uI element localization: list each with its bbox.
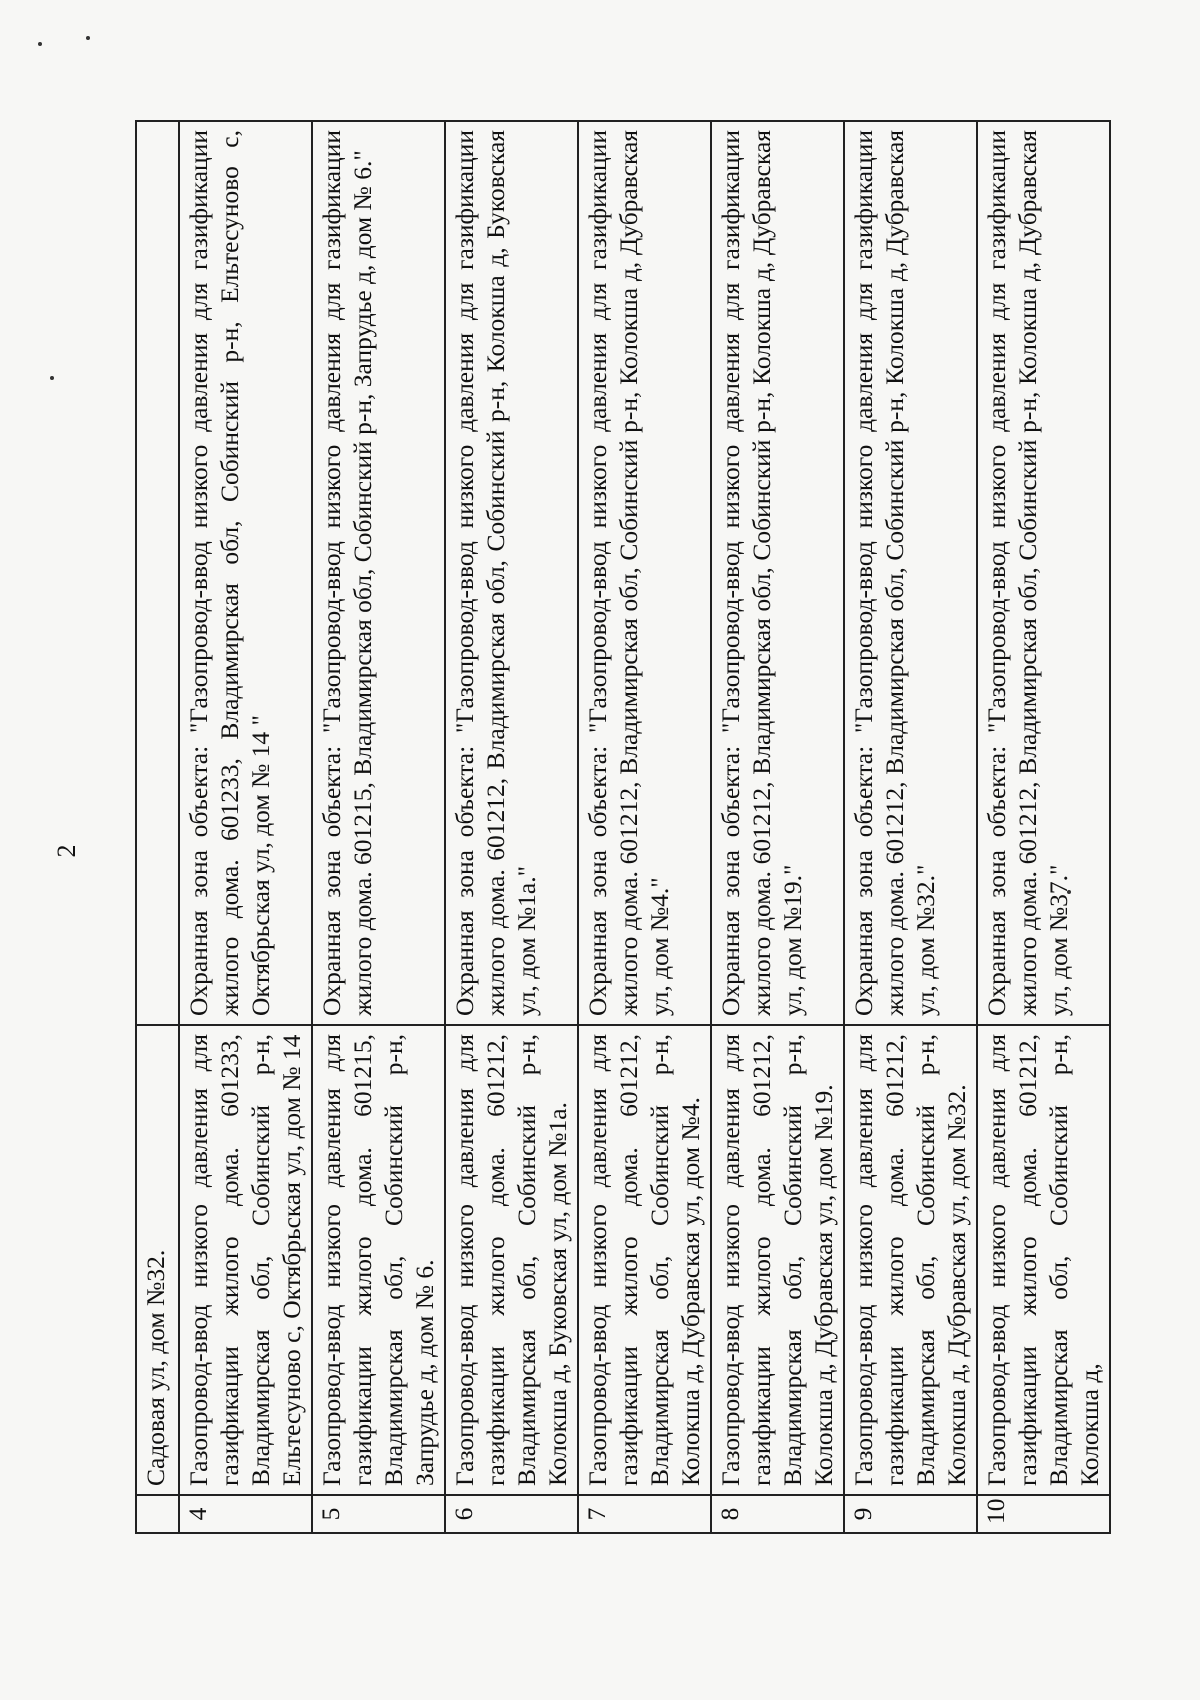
- object-description: Газопровод-ввод низкого давления для газификации жилого дома. 601212, Владимирская обл, Собинский р-н, Колокша д,: [977, 1025, 1110, 1495]
- table-row: [445, 121, 578, 1533]
- table-row: [711, 121, 844, 1533]
- row-number: 6: [445, 1495, 578, 1533]
- protection-zone: Охранная зона объекта: "Газопровод-ввод низкого давления для газификации жилого дома. 601212, Владимирская обл, Собинский р-н, Колокша д, Буковская ул, дом №1а.": [445, 121, 578, 1025]
- table-row: [844, 121, 977, 1533]
- row-number: 5: [312, 1495, 445, 1533]
- protection-zone: Охранная зона объекта: "Газопровод-ввод низкого давления для газификации жилого дома. 601233, Владимирская обл, Собинский р-н, Ельтесуново с, Октябрьская ул, дом № 14 ": [179, 121, 312, 1025]
- page-number: 2: [52, 844, 81, 858]
- row-number: 10: [977, 1495, 1110, 1533]
- object-description: Садовая ул, дом №32.: [136, 1025, 179, 1495]
- objects-table: [135, 120, 1111, 1534]
- row-number: [136, 1495, 179, 1533]
- row-number: 4: [179, 1495, 312, 1533]
- object-description: Газопровод-ввод низкого давления для газификации жилого дома. 601215, Владимирская обл, Собинский р-н, Запрудье д, дом № 6.: [312, 1025, 445, 1495]
- row-number: 9: [844, 1495, 977, 1533]
- protection-zone: Охранная зона объекта: "Газопровод-ввод низкого давления для газификации жилого дома. 601212, Владимирская обл, Собинский р-н, Колокша д, Дубравская ул, дом №4.": [578, 121, 711, 1025]
- object-description: Газопровод-ввод низкого давления для газификации жилого дома. 601212, Владимирская обл, Собинский р-н, Колокша д, Буковская ул, дом №1а.: [445, 1025, 578, 1495]
- table-row: [136, 121, 179, 1533]
- row-number: 8: [711, 1495, 844, 1533]
- table-row: [312, 121, 445, 1533]
- row-number: 7: [578, 1495, 711, 1533]
- protection-zone: Охранная зона объекта: "Газопровод-ввод низкого давления для газификации жилого дома. 601215, Владимирская обл, Собинский р-н, Запрудье д, дом № 6.": [312, 121, 445, 1025]
- protection-zone: Охранная зона объекта: "Газопровод-ввод низкого давления для газификации жилого дома. 601212, Владимирская обл, Собинский р-н, Колокша д, Дубравская ул, дом №19.": [711, 121, 844, 1025]
- table-row: [977, 121, 1110, 1533]
- protection-zone: Охранная зона объекта: "Газопровод-ввод низкого давления для газификации жилого дома. 601212, Владимирская обл, Собинский р-н, Колокша д, Дубравская ул, дом №32.": [844, 121, 977, 1025]
- table-row: [578, 121, 711, 1533]
- object-description: Газопровод-ввод низкого давления для газификации жилого дома. 601233, Владимирская обл, Собинский р-н, Ельтесуново с, Октябрьская ул, дом № 14: [179, 1025, 312, 1495]
- table-row: [179, 121, 312, 1533]
- protection-zone: [136, 121, 179, 1025]
- object-description: Газопровод-ввод низкого давления для газификации жилого дома. 601212, Владимирская обл, Собинский р-н, Колокша д, Дубравская ул, дом №4.: [578, 1025, 711, 1495]
- object-description: Газопровод-ввод низкого давления для газификации жилого дома. 601212, Владимирская обл, Собинский р-н, Колокша д, Дубравская ул, дом №19.: [711, 1025, 844, 1495]
- object-description: Газопровод-ввод низкого давления для газификации жилого дома. 601212, Владимирская обл, Собинский р-н, Колокша д, Дубравская ул, дом №32.: [844, 1025, 977, 1495]
- protection-zone: Охранная зона объекта: "Газопровод-ввод низкого давления для газификации жилого дома. 601212, Владимирская обл, Собинский р-н, Колокша д, Дубравская ул, дом №37.": [977, 121, 1110, 1025]
